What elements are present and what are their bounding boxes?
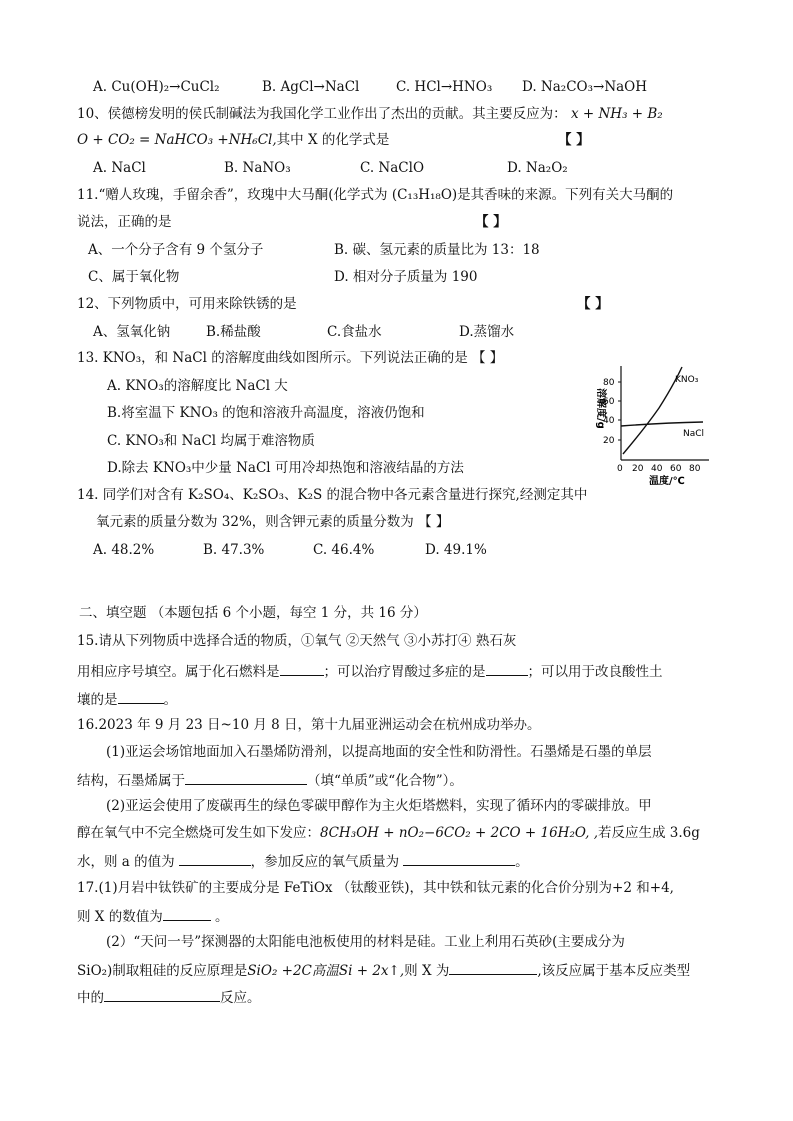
- q17-part2-line3: [77, 987, 261, 1007]
- q15-line1: 15.请从下列物质中选择合适的物质，①氧气 ②天然气 ③小苏打④ 熟石灰: [77, 633, 517, 649]
- q16-part1-hint: （填“单质”或“化合物”）。: [307, 773, 463, 789]
- q13-option-a: A. KNO₃的溶解度比 NaCl 大: [107, 378, 288, 394]
- solubility-chart: [585, 360, 715, 485]
- q13-option-b: B.将室温下 KNO₃ 的饱和溶液升高温度，溶液仍饱和: [107, 405, 425, 421]
- q14-option-d: D. 49.1%: [425, 542, 487, 558]
- q17-part2-text-b: 则 X 为: [404, 963, 450, 979]
- q11-option-d: D. 相对分子质量为 190: [334, 269, 478, 285]
- q14-line1: 14. 同学们对含有 K₂SO₄、K₂SO₃、K₂S 的混合物中各元素含量进行探究,经测定其中: [77, 487, 588, 503]
- kno3-curve: [623, 367, 682, 454]
- q16-part2-text-d: ，参加反应的氧气质量为: [250, 854, 400, 870]
- q12-line1: 12、下列物质中，可用来除铁锈的是: [77, 296, 297, 312]
- q10-equation-part1: x + NH₃ + B₂: [570, 106, 663, 122]
- q16-part2-line3: [77, 851, 529, 871]
- q14-line2: 氧元素的质量分数为 32%，则含钾元素的质量分数为 【 】: [96, 514, 450, 530]
- q17-part2-end: 反应。: [220, 990, 261, 1006]
- chart-xtick-0: 0: [617, 464, 623, 474]
- chart-ytick-20: 20: [603, 436, 615, 446]
- q14-option-a: A. 48.2%: [93, 542, 155, 558]
- nacl-curve: [621, 422, 703, 426]
- q17-part2-text-c: ,该反应属于基本反应类型: [537, 963, 691, 979]
- q10-option-c: C. NaClO: [360, 160, 425, 176]
- q17-part1-end: 。: [210, 909, 229, 925]
- q15-line2: [77, 661, 663, 681]
- q16-part1-line1: (1)亚运会场馆地面加入石墨烯防滑剂，以提高地面的安全性和防滑性。石墨烯是石墨的单层: [106, 744, 652, 760]
- chart-xtick-40: 40: [651, 464, 663, 474]
- chart-xlabel: 温度/℃: [649, 476, 685, 485]
- q11-answer-bracket: 【 】: [475, 214, 507, 230]
- chart-ytick-80: 80: [603, 378, 615, 388]
- q12-option-b: B.稀盐酸: [206, 324, 261, 340]
- q16-part1-text: 结构，石墨烯属于: [77, 773, 185, 789]
- q10-option-b: B. NaNO₃: [224, 160, 291, 176]
- section-title: 二、填空题 （本题包括 6 个小题，每空 1 分，共 16 分）: [79, 605, 427, 621]
- q16-part1-line2: [77, 770, 463, 790]
- q17-part1-line1: 17.(1)月岩中钛铁矿的主要成分是 FeTiOx （钛酸亚铁)，其中铁和钛元素的化合价分别为+2 和+4,: [77, 880, 674, 896]
- q9-option-c: C. HCl→HNO₃: [396, 79, 493, 95]
- q17-part1-text: 则 X 的数值为: [77, 909, 163, 925]
- chart-xtick-80: 80: [689, 464, 701, 474]
- q14-option-b: B. 47.3%: [203, 542, 265, 558]
- q11-line1: 11.“赠人玫瑰，手留余香”，玫瑰中大马酮(化学式为 (C₁₃H₁₈O)是其香味的来源。下列有关大马酮的: [77, 187, 674, 203]
- chart-xtick-60: 60: [670, 464, 682, 474]
- q10-text: 10、侯德榜发明的侯氏制碱法为我国化学工业作出了杰出的贡献。其主要反应为：: [77, 106, 567, 122]
- q14-option-c: C. 46.4%: [313, 542, 375, 558]
- q9-option-a: A. Cu(OH)₂→CuCl₂: [93, 79, 220, 95]
- q15-line3: [77, 689, 177, 709]
- q9-option-b: B. AgCl→NaCl: [262, 79, 360, 95]
- q16-part2-text-c: 水，则 a 的值为: [77, 854, 175, 870]
- q17-blank-2[interactable]: [449, 960, 537, 975]
- q10-line2: [77, 131, 389, 149]
- q10-equation-part2: O + CO₂ = NaHCO₃ +NH₆Cl,: [77, 132, 277, 148]
- q12-option-a: A、氢氧化钠: [93, 324, 171, 340]
- q17-part2-text-d: 中的: [77, 990, 104, 1006]
- q11-option-c: C、属于氧化物: [88, 269, 180, 285]
- q15-text-a: 用相应序号填空。属于化石燃料是: [77, 664, 280, 680]
- q15-text-d: 壤的是: [77, 692, 118, 708]
- q11-line2: 说法，正确的是: [77, 214, 172, 230]
- q16-equation: 8CH₃OH + nO₂−6CO₂ + 2CO + 16H₂O, ,: [320, 825, 599, 841]
- q12-option-d: D.蒸馏水: [459, 324, 515, 340]
- q17-blank-1[interactable]: [163, 906, 211, 921]
- q17-blank-3[interactable]: [104, 987, 220, 1002]
- q17-equation: SiO₂ +2C高温Si + 2x↑,: [247, 963, 405, 979]
- q12-answer-bracket: 【 】: [577, 296, 609, 312]
- q13-option-c: C. KNO₃和 NaCl 均属于难溶物质: [107, 433, 315, 449]
- q10-question: 其中 X 的化学式是: [276, 132, 390, 148]
- q16-part2-end: 。: [515, 854, 529, 870]
- q10-answer-bracket: 【 】: [558, 132, 590, 148]
- q16-blank-1[interactable]: [185, 770, 307, 785]
- q16-part2-line1: (2)亚运会使用了废碳再生的绿色零碳甲醇作为主火炬塔燃料，实现了循环内的零碳排放。甲: [106, 798, 652, 814]
- q16-blank-2[interactable]: [179, 851, 251, 866]
- q11-option-b: B. 碳、氢元素的质量比为 13：18: [334, 242, 540, 258]
- q12-option-c: C.食盐水: [327, 324, 382, 340]
- q10-option-a: A. NaCl: [93, 160, 146, 176]
- q13-option-d: D.除去 KNO₃中少量 NaCl 可用冷却热饱和溶液结晶的方法: [107, 460, 464, 476]
- q15-blank-1[interactable]: [280, 661, 324, 676]
- chart-ylabel: 溶解度/g: [595, 388, 606, 429]
- q13-line1: 13. KNO₃，和 NaCl 的溶解度曲线如图所示。下列说法正确的是 【 】: [77, 350, 504, 366]
- nacl-label: NaCl: [683, 429, 705, 439]
- q15-blank-2[interactable]: [486, 661, 528, 676]
- q17-part2-line1: (2）“天问一号”探测器的太阳能电池板使用的材料是硅。工业上利用石英砂(主要成分为: [106, 934, 625, 950]
- q17-part2-line2: [77, 960, 690, 980]
- chart-ytick-60: 60: [603, 397, 615, 407]
- q15-blank-3[interactable]: [118, 689, 164, 704]
- q16-blank-3[interactable]: [403, 851, 515, 866]
- q9-option-d: D. Na₂CO₃→NaOH: [522, 79, 648, 95]
- q15-text-end: 。: [163, 692, 177, 708]
- q17-part1-line2: [77, 906, 229, 926]
- q15-text-b: ；可以治疗胃酸过多症的是: [323, 664, 486, 680]
- chart-xtick-20: 20: [632, 464, 644, 474]
- q16-line1: 16.2023 年 9 月 23 日~10 月 8 日，第十九届亚洲运动会在杭州成功举办。: [77, 717, 541, 733]
- chart-ytick-40: 40: [603, 416, 615, 426]
- q17-part2-text: SiO₂)制取粗硅的反应原理是: [77, 963, 248, 979]
- q15-text-c: ；可以用于改良酸性土: [527, 664, 663, 680]
- q10-option-d: D. Na₂O₂: [507, 160, 568, 176]
- q16-part2-text-b: 若反应生成 3.6g: [598, 825, 700, 841]
- q16-part2-text: 醇在氧气中不完全燃烧可发生如下发应：: [77, 825, 320, 841]
- kno3-label: KNO₃: [675, 375, 699, 385]
- q10-line1: [77, 105, 663, 123]
- q11-option-a: A、一个分子含有 9 个氢分子: [88, 242, 264, 258]
- q16-part2-line2: [77, 824, 700, 842]
